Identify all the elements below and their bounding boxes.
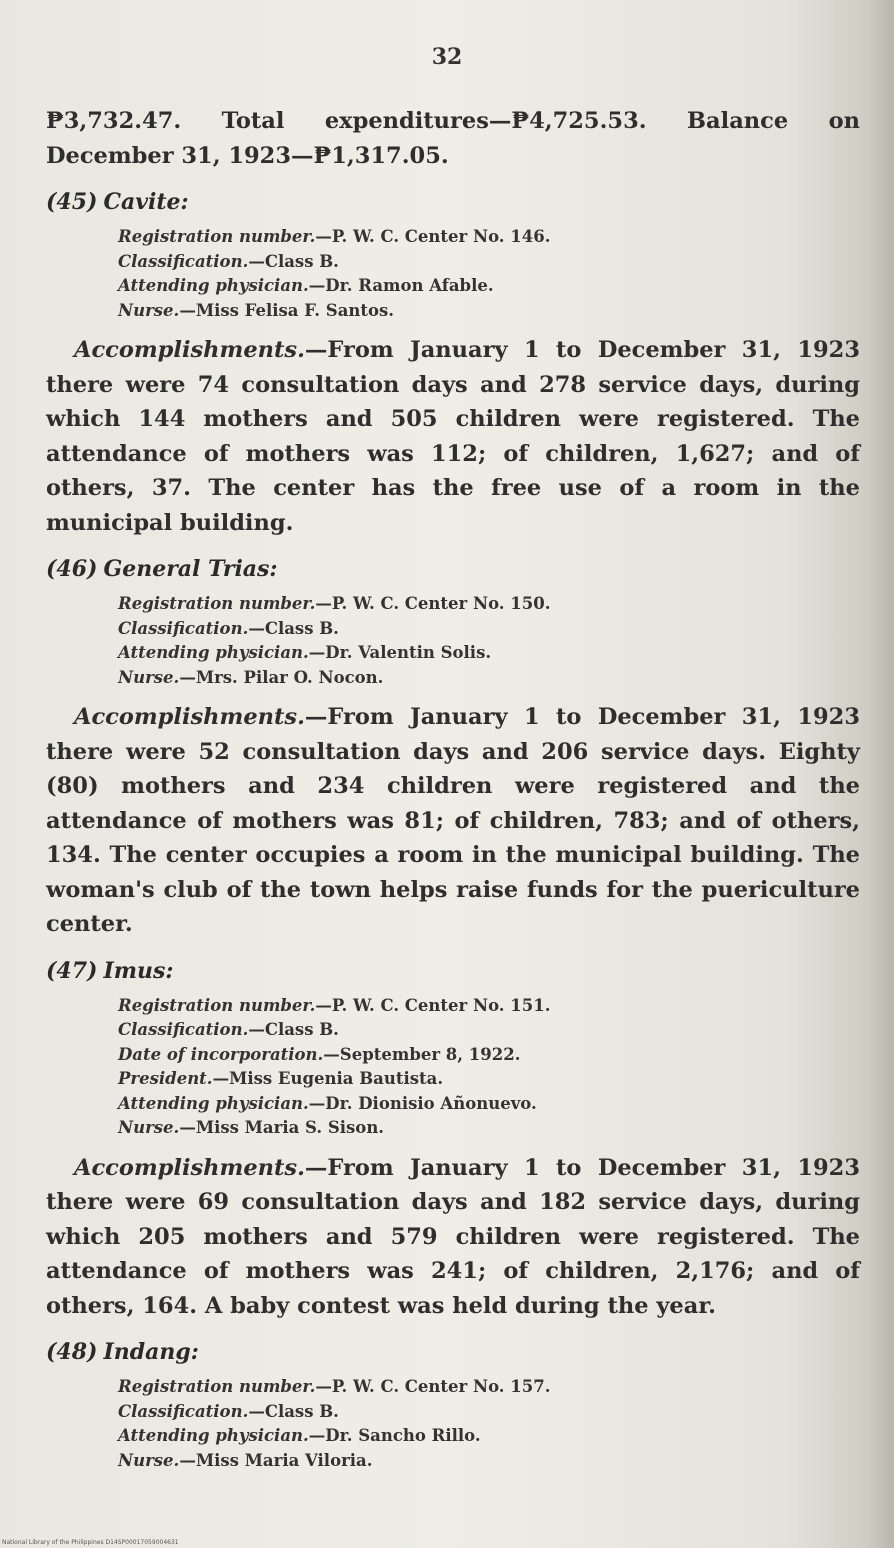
detail-label: Classification. bbox=[118, 1401, 249, 1421]
section-name: Imus: bbox=[103, 957, 174, 984]
page-content bbox=[46, 104, 860, 1483]
detail-label: Nurse. bbox=[118, 1118, 180, 1137]
detail-label: Registration number. bbox=[118, 1377, 316, 1396]
section-details bbox=[118, 994, 860, 1141]
detail-value: —P. W. C. Center No. 157. bbox=[315, 1377, 551, 1396]
section-imus bbox=[46, 956, 860, 1324]
detail-label: Nurse. bbox=[118, 667, 180, 687]
page-number: 32 bbox=[431, 44, 463, 70]
accomplishments-lead: Accomplishments. bbox=[74, 1154, 305, 1181]
detail-row bbox=[118, 617, 860, 642]
detail-value: —P. W. C. Center No. 146. bbox=[315, 227, 551, 246]
detail-row bbox=[118, 666, 860, 691]
section-cavite bbox=[46, 187, 860, 540]
detail-value: —Miss Maria Viloria. bbox=[179, 1450, 373, 1470]
section-indang bbox=[46, 1337, 860, 1473]
detail-value: —Miss Eugenia Bautista. bbox=[212, 1069, 444, 1088]
detail-row bbox=[118, 1375, 860, 1400]
detail-label: Registration number. bbox=[118, 594, 316, 613]
detail-label: Registration number. bbox=[118, 995, 316, 1015]
detail-row bbox=[118, 1116, 860, 1141]
detail-value: —Class B. bbox=[248, 618, 339, 638]
detail-row bbox=[118, 1067, 860, 1092]
section-name: Cavite: bbox=[103, 189, 189, 215]
section-number: (45) bbox=[46, 189, 98, 215]
accomplishments-paragraph bbox=[46, 333, 860, 540]
detail-row bbox=[118, 994, 860, 1019]
section-number: (47) bbox=[46, 957, 98, 984]
section-heading bbox=[46, 956, 860, 986]
detail-row bbox=[118, 1424, 860, 1449]
detail-row bbox=[118, 1043, 860, 1068]
detail-label: Classification. bbox=[118, 618, 249, 638]
section-heading bbox=[46, 187, 860, 217]
accomplishments-text: —From January 1 to December 31, 1923 there were 52 consultation days and 206 service days. Eighty (80) mothers and 234 children were registered and the attendance of mothers was 81; of children, 783; and of others, 134. The center occupies a room in the municipal building. The woman's club of the town helps raise funds for the puericulture center. bbox=[46, 704, 860, 937]
detail-label: Classification. bbox=[118, 1020, 249, 1039]
detail-row bbox=[118, 1092, 860, 1117]
detail-row bbox=[118, 592, 860, 617]
detail-value: —Mrs. Pilar O. Nocon. bbox=[179, 667, 384, 687]
section-number: (48) bbox=[46, 1339, 98, 1365]
detail-row bbox=[118, 250, 860, 275]
accomplishments-paragraph bbox=[46, 1151, 860, 1324]
detail-row bbox=[118, 1400, 860, 1425]
section-details bbox=[118, 1375, 860, 1473]
section-name: General Trias: bbox=[103, 556, 278, 582]
detail-row bbox=[118, 641, 860, 666]
detail-value: —P. W. C. Center No. 151. bbox=[315, 995, 551, 1015]
detail-label: Nurse. bbox=[118, 1450, 180, 1470]
footer-watermark-note: National Library of the Philippines D14SP00017059004631 bbox=[2, 1539, 179, 1546]
detail-row bbox=[118, 1018, 860, 1043]
detail-label: Attending physician. bbox=[118, 1426, 309, 1445]
section-details bbox=[118, 592, 860, 690]
detail-value: —September 8, 1922. bbox=[323, 1044, 521, 1064]
detail-value: —Class B. bbox=[248, 251, 339, 271]
detail-value: —Miss Maria S. Sison. bbox=[179, 1118, 385, 1137]
detail-value: —Class B. bbox=[248, 1401, 339, 1421]
section-name: Indang: bbox=[103, 1339, 199, 1365]
detail-row bbox=[118, 274, 860, 299]
detail-row bbox=[118, 1449, 860, 1474]
detail-label: Attending physician. bbox=[118, 643, 309, 662]
section-heading bbox=[46, 1337, 860, 1367]
detail-label: Attending physician. bbox=[118, 276, 309, 295]
accomplishments-text: —From January 1 to December 31, 1923 there were 69 consultation days and 182 service days, during which 205 mothers and 579 children were registered. The attendance of mothers was 241; of children, 2,176; and of others, 164. A baby contest was held during the year. bbox=[46, 1154, 860, 1319]
section-number: (46) bbox=[46, 556, 98, 582]
detail-value: —Dr. Valentin Solis. bbox=[308, 643, 492, 662]
detail-label: Attending physician. bbox=[118, 1093, 309, 1113]
detail-value: —P. W. C. Center No. 150. bbox=[315, 594, 551, 613]
accomplishments-paragraph bbox=[46, 700, 860, 942]
detail-row bbox=[118, 225, 860, 250]
accomplishments-text: —From January 1 to December 31, 1923 there were 74 consultation days and 278 service days, during which 144 mothers and 505 children were registered. The attendance of mothers was 112; of children, 1,627; and of others, 37. The center has the free use of a room in the municipal building. bbox=[46, 337, 860, 536]
detail-label: President. bbox=[118, 1069, 213, 1088]
detail-value: —Dr. Dionisio Añonuevo. bbox=[308, 1093, 537, 1113]
section-details bbox=[118, 225, 860, 323]
detail-label: Date of incorporation. bbox=[118, 1044, 324, 1064]
detail-value: —Class B. bbox=[248, 1020, 339, 1039]
detail-value: —Miss Felisa F. Santos. bbox=[179, 300, 395, 320]
detail-value: —Dr. Sancho Rillo. bbox=[308, 1426, 481, 1445]
intro-paragraph: ₱3,732.47. Total expenditures—₱4,725.53. Balance on December 31, 1923—₱1,317.05. bbox=[46, 108, 860, 169]
accomplishments-lead: Accomplishments. bbox=[74, 337, 305, 363]
section-heading bbox=[46, 554, 860, 584]
section-general-trias bbox=[46, 554, 860, 942]
detail-label: Registration number. bbox=[118, 227, 316, 246]
detail-label: Nurse. bbox=[118, 300, 180, 320]
detail-value: —Dr. Ramon Afable. bbox=[308, 276, 494, 295]
detail-row bbox=[118, 299, 860, 324]
accomplishments-lead: Accomplishments. bbox=[74, 704, 305, 730]
detail-label: Classification. bbox=[118, 251, 249, 271]
